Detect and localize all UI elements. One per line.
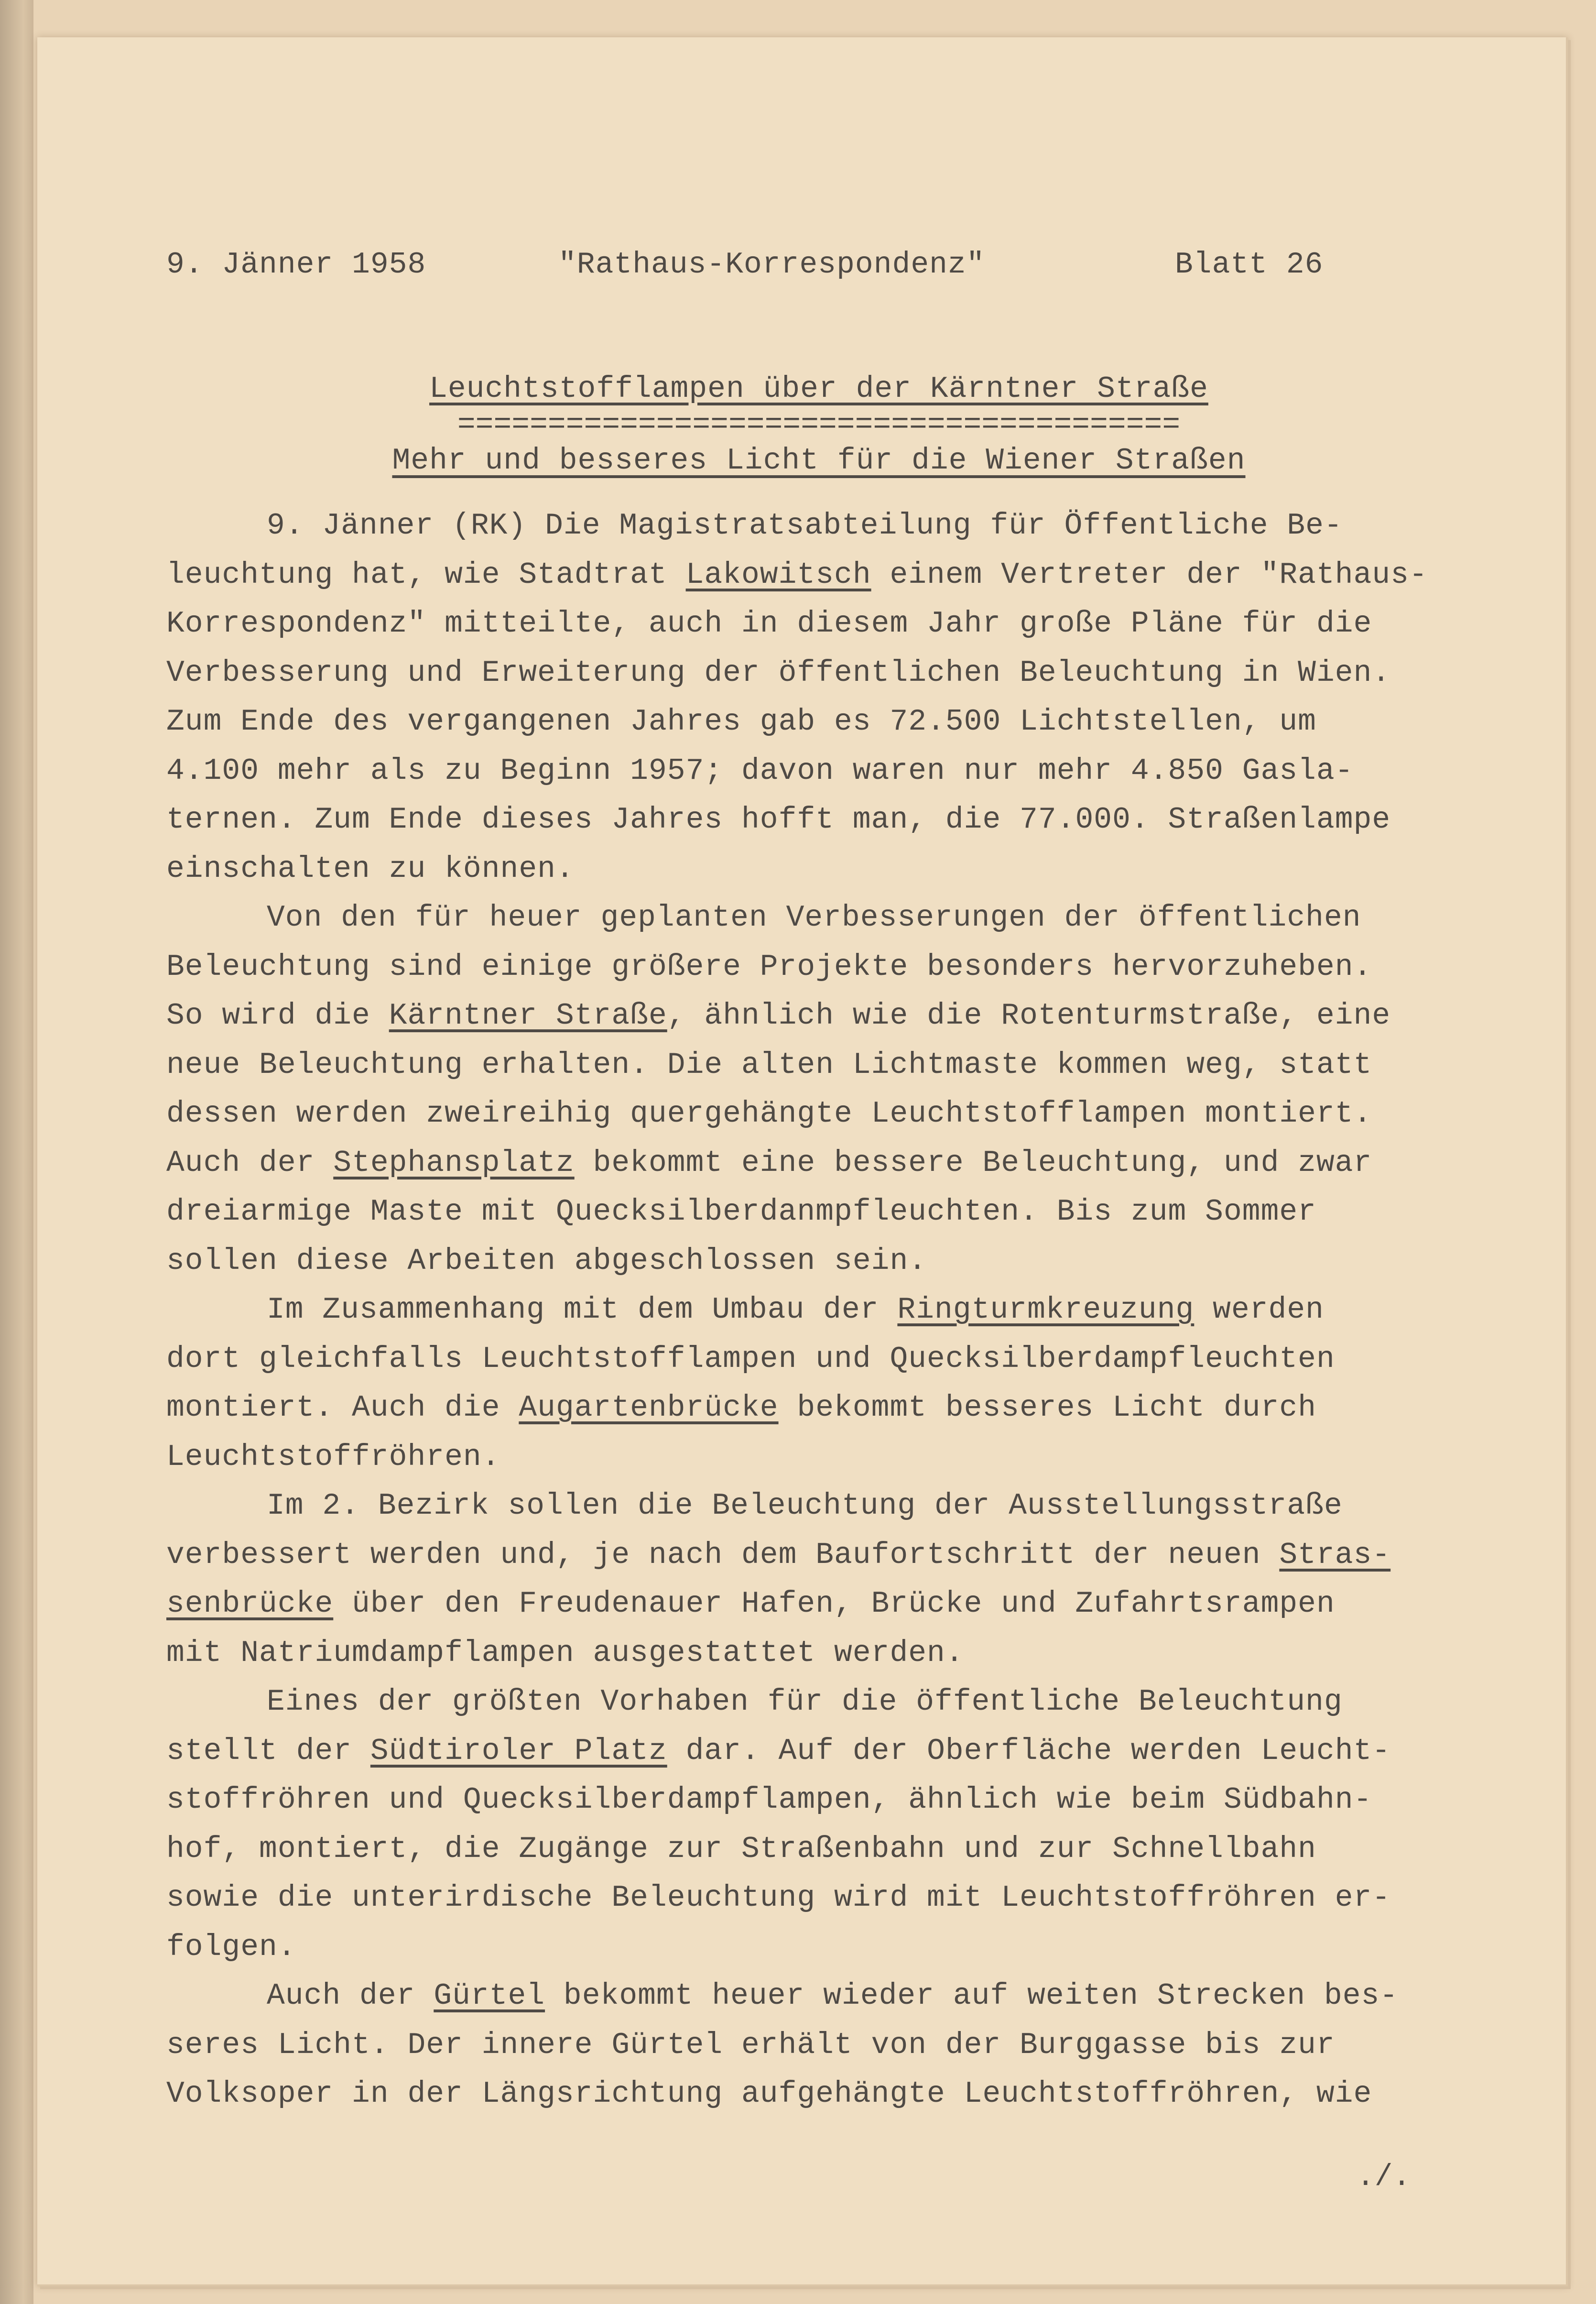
underlined-term: Lakowitsch bbox=[685, 557, 871, 592]
underlined-term: Stephansplatz bbox=[333, 1146, 575, 1180]
text-segment: Zum Ende des vergangenen Jahres gab es 72.500 Lichtstellen, um bbox=[166, 705, 1316, 739]
text-line bbox=[166, 1090, 1486, 1139]
paragraph bbox=[166, 1482, 1486, 1678]
text-segment: hof, montiert, die Zugänge zur Straßenbahn und zur Schnellbahn bbox=[166, 1832, 1316, 1866]
text-segment: Im 2. Bezirk sollen die Beleuchtung der Ausstellungsstraße bbox=[267, 1489, 1343, 1523]
text-line bbox=[166, 992, 1486, 1041]
paragraph bbox=[166, 894, 1486, 1286]
text-line bbox=[166, 1384, 1486, 1433]
text-line bbox=[166, 1727, 1486, 1776]
text-line bbox=[166, 2021, 1486, 2070]
text-segment: stellt der bbox=[166, 1734, 370, 1768]
title-rule: ======================================== bbox=[457, 408, 1181, 442]
text-segment: leuchtung hat, wie Stadtrat bbox=[166, 557, 686, 592]
text-segment: stoffröhren und Quecksilberdampflampen, ähnlich wie beim Südbahn- bbox=[166, 1783, 1372, 1817]
document-content bbox=[166, 248, 1486, 2119]
document-page bbox=[37, 37, 1568, 2286]
paragraph bbox=[166, 1972, 1486, 2119]
text-line bbox=[166, 649, 1486, 698]
text-segment: montiert. Auch die bbox=[166, 1391, 519, 1425]
text-segment: Leuchtstoffröhren. bbox=[166, 1440, 500, 1474]
text-line bbox=[166, 1874, 1486, 1923]
header-date: 9. Jänner 1958 bbox=[166, 248, 426, 282]
text-line bbox=[166, 600, 1486, 649]
text-line bbox=[166, 698, 1486, 747]
text-line bbox=[166, 1923, 1486, 1972]
article-body bbox=[166, 502, 1486, 2119]
text-line bbox=[166, 1580, 1486, 1629]
text-line bbox=[166, 1678, 1486, 1727]
text-segment: dar. Auf der Oberfläche werden Leucht- bbox=[667, 1734, 1391, 1768]
text-segment: verbessert werden und, je nach dem Baufortschritt der neuen bbox=[166, 1538, 1280, 1572]
text-line bbox=[166, 1188, 1486, 1237]
text-segment: seres Licht. Der innere Gürtel erhält von der Burggasse bis zur bbox=[166, 2028, 1335, 2062]
text-line bbox=[166, 1139, 1486, 1188]
text-line bbox=[166, 1482, 1486, 1531]
text-line bbox=[166, 894, 1486, 943]
text-segment: neue Beleuchtung erhalten. Die alten Lichtmaste kommen weg, statt bbox=[166, 1048, 1372, 1082]
text-line bbox=[166, 1041, 1486, 1090]
paragraph bbox=[166, 1678, 1486, 1972]
text-segment: Von den für heuer geplanten Verbesserungen der öffentlichen bbox=[267, 901, 1361, 935]
header-publication: "Rathaus-Korrespondenz" bbox=[558, 248, 985, 282]
text-line bbox=[166, 502, 1486, 551]
text-segment: 9. Jänner (RK) Die Magistratsabteilung für Öffentliche Be- bbox=[267, 509, 1343, 543]
text-line bbox=[166, 551, 1486, 600]
text-line bbox=[166, 747, 1486, 796]
text-line bbox=[166, 845, 1486, 894]
paragraph bbox=[166, 502, 1486, 894]
text-line bbox=[166, 1629, 1486, 1678]
text-segment: , ähnlich wie die Rotenturmstraße, eine bbox=[667, 999, 1391, 1033]
text-segment: über den Freudenauer Hafen, Brücke und Zufahrtsrampen bbox=[333, 1587, 1335, 1621]
text-segment: Eines der größten Vorhaben für die öffentliche Beleuchtung bbox=[267, 1685, 1343, 1719]
text-line bbox=[166, 1237, 1486, 1286]
text-segment: mit Natriumdampflampen ausgestattet werden. bbox=[166, 1636, 964, 1670]
text-segment: So wird die bbox=[166, 999, 389, 1033]
article-title: Leuchtstofflampen über der Kärntner Straße bbox=[429, 372, 1208, 406]
text-segment: einem Vertreter der "Rathaus- bbox=[871, 557, 1428, 592]
underlined-term: Kärntner Straße bbox=[389, 999, 667, 1033]
text-segment: ternen. Zum Ende dieses Jahres hofft man, die 77.000. Straßenlampe bbox=[166, 803, 1391, 837]
text-segment: Beleuchtung sind einige größere Projekte besonders hervorzuheben. bbox=[166, 950, 1372, 984]
text-segment: 4.100 mehr als zu Beginn 1957; davon waren nur mehr 4.850 Gasla- bbox=[166, 753, 1354, 788]
text-segment: dessen werden zweireihig quergehängte Leuchtstofflampen montiert. bbox=[166, 1097, 1372, 1131]
underlined-term: Gürtel bbox=[434, 1979, 545, 2013]
text-segment: werden bbox=[1194, 1293, 1324, 1327]
text-segment: folgen. bbox=[166, 1930, 296, 1964]
page-continuation-mark: ./. bbox=[1357, 2160, 1411, 2194]
text-line bbox=[166, 1531, 1486, 1580]
text-line bbox=[166, 1972, 1486, 2021]
text-segment: bekommt eine bessere Beleuchtung, und zwar bbox=[574, 1146, 1372, 1180]
text-line bbox=[166, 1286, 1486, 1335]
text-segment: Korrespondenz" mitteilte, auch in diesem Jahr große Pläne für die bbox=[166, 607, 1372, 641]
text-segment: Auch der bbox=[166, 1146, 334, 1180]
text-line bbox=[166, 796, 1486, 845]
underlined-term: Augartenbrücke bbox=[519, 1391, 779, 1425]
text-segment: Volksoper in der Längsrichtung aufgehängte Leuchtstoffröhren, wie bbox=[166, 2077, 1372, 2111]
text-segment: dort gleichfalls Leuchtstofflampen und Quecksilberdampfleuchten bbox=[166, 1342, 1335, 1376]
text-segment: dreiarmige Maste mit Quecksilberdanmpfleuchten. Bis zum Sommer bbox=[166, 1195, 1316, 1229]
text-line bbox=[166, 1776, 1486, 1825]
underlined-term: Südtiroler Platz bbox=[370, 1734, 667, 1768]
text-segment: sollen diese Arbeiten abgeschlossen sein. bbox=[166, 1244, 927, 1278]
text-segment: bekommt besseres Licht durch bbox=[778, 1391, 1317, 1425]
underlined-term: senbrücke bbox=[166, 1587, 334, 1621]
book-binding-edge bbox=[0, 0, 33, 2304]
text-segment: einschalten zu können. bbox=[166, 852, 575, 886]
text-line bbox=[166, 2070, 1486, 2119]
text-line bbox=[166, 1433, 1486, 1482]
underlined-term: Stras- bbox=[1279, 1538, 1391, 1572]
text-segment: bekommt heuer wieder auf weiten Strecken bes- bbox=[545, 1979, 1399, 2013]
page-header bbox=[166, 248, 1486, 291]
header-sheet-number: Blatt 26 bbox=[1175, 248, 1324, 282]
text-segment: Auch der bbox=[267, 1979, 434, 2013]
text-line bbox=[166, 1825, 1486, 1874]
text-segment: sowie die unterirdische Beleuchtung wird mit Leuchtstoffröhren er- bbox=[166, 1881, 1391, 1915]
text-line bbox=[166, 943, 1486, 992]
article-subtitle: Mehr und besseres Licht für die Wiener Straßen bbox=[392, 444, 1246, 478]
underlined-term: Ringturmkreuzung bbox=[897, 1293, 1194, 1327]
text-segment: Im Zusammenhang mit dem Umbau der bbox=[267, 1293, 898, 1327]
text-segment: Verbesserung und Erweiterung der öffentlichen Beleuchtung in Wien. bbox=[166, 655, 1391, 690]
text-line bbox=[166, 1335, 1486, 1384]
paragraph bbox=[166, 1286, 1486, 1482]
